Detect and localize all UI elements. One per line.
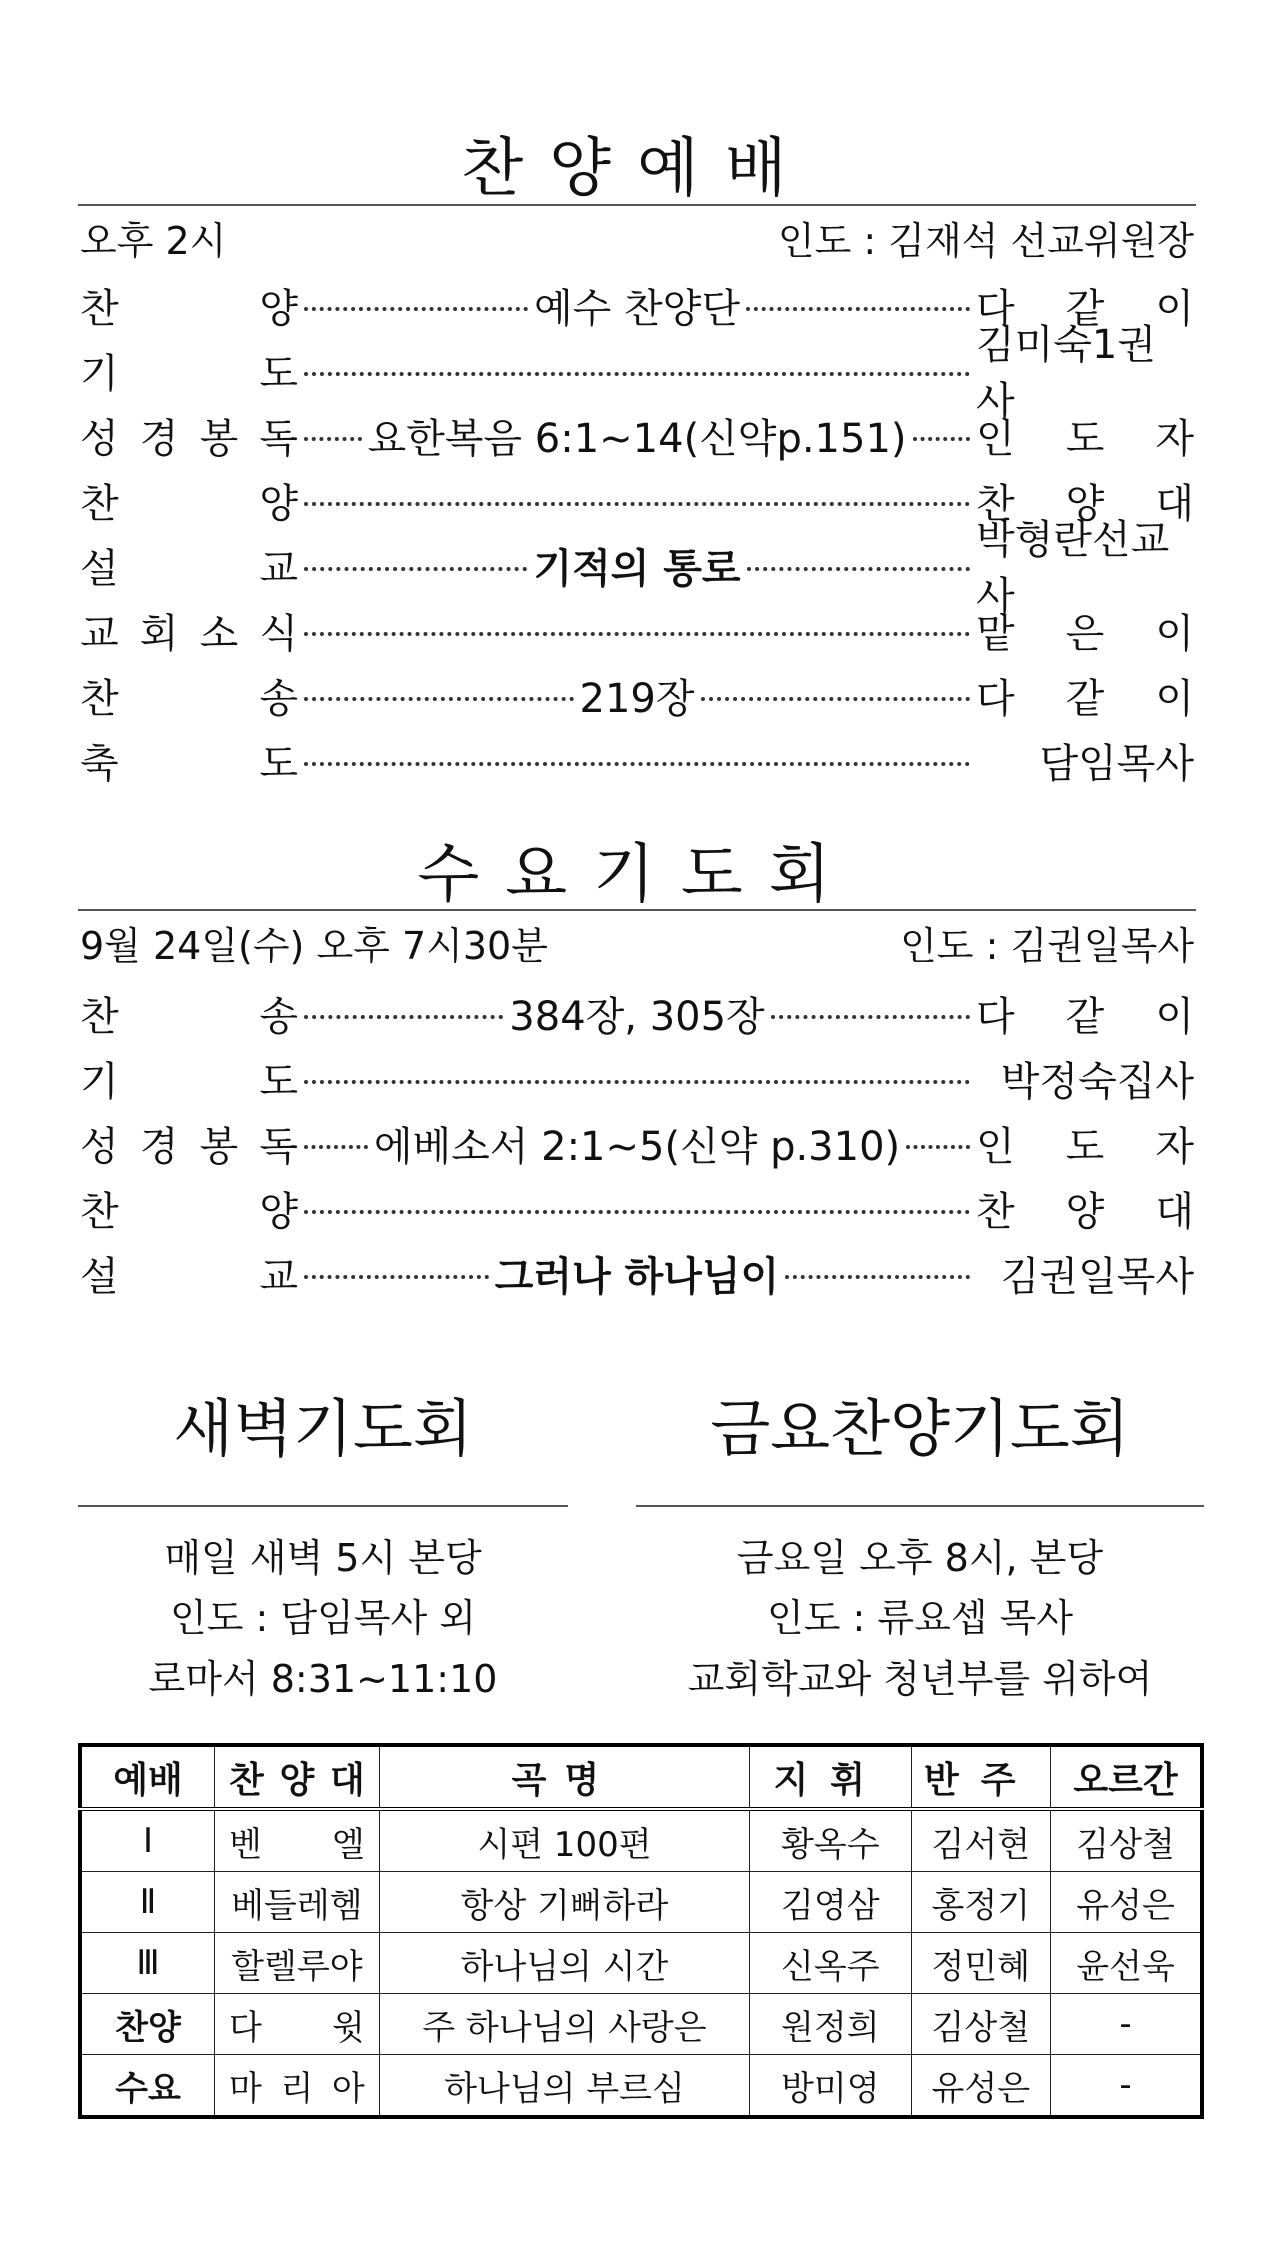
order-row — [80, 406, 1194, 464]
cell-service: Ⅰ — [80, 1809, 214, 1872]
header-organ: 오르간 — [1051, 1745, 1202, 1809]
praise-service-subheader — [80, 212, 1194, 262]
dot-leader — [304, 372, 970, 376]
order-row — [80, 731, 1194, 789]
dawn-prayer-line: 로마서 8:31~11:10 — [148, 1657, 498, 1701]
table-row — [80, 1933, 1202, 1994]
order-detail: 에베소서 2:1~5(신약 p.310) — [373, 1123, 901, 1170]
header-service: 예배 — [80, 1745, 214, 1809]
cell-service: Ⅱ — [80, 1872, 214, 1933]
cell-song: 하나님의 부르심 — [379, 2055, 749, 2118]
order-row — [80, 1114, 1194, 1172]
order-person: 찬 양 대 — [976, 480, 1194, 527]
dot-leader — [304, 437, 362, 441]
wednesday-prayer-rule — [78, 909, 1196, 911]
dot-leader — [304, 307, 528, 311]
order-row — [80, 666, 1194, 724]
friday-praise-title: 금요찬양기도회 — [710, 1392, 1130, 1465]
cell-choir-text: 벤 엘 — [228, 1824, 365, 1865]
dot-leader — [304, 762, 970, 766]
cell-accompanist: 김서현 — [911, 1809, 1051, 1872]
order-label: 기 도 — [80, 1058, 298, 1105]
order-person: 맡 은 이 — [976, 610, 1194, 657]
table-row — [80, 2055, 1202, 2118]
dot-leader — [304, 1015, 503, 1019]
cell-conductor: 김영삼 — [750, 1872, 911, 1933]
header-accompanist: 반주 — [911, 1745, 1051, 1809]
praise-service-rule — [78, 204, 1196, 206]
dawn-prayer-rule — [78, 1505, 568, 1507]
header-choir — [214, 1745, 379, 1809]
dot-leader — [771, 1015, 970, 1019]
order-person: 다 같 이 — [976, 675, 1194, 722]
cell-song: 항상 기뻐하라 — [379, 1872, 749, 1933]
order-person: 다 같 이 — [976, 993, 1194, 1040]
dawn-prayer-line: 매일 새벽 5시 본당 — [164, 1536, 482, 1580]
order-row — [80, 601, 1194, 659]
cell-choir — [214, 1994, 379, 2055]
order-person: 김미숙1권사 — [976, 322, 1157, 425]
cell-organ: 김상철 — [1051, 1809, 1202, 1872]
praise-service-time: 오후 2시 — [80, 218, 227, 263]
dot-leader — [304, 1275, 489, 1279]
cell-song: 주 하나님의 사랑은 — [379, 1994, 749, 2055]
order-label: 찬 송 — [80, 675, 298, 722]
order-row — [80, 322, 1194, 425]
cell-service: Ⅲ — [80, 1933, 214, 1994]
cell-choir: 할렐루야 — [214, 1933, 379, 1994]
order-row — [80, 1244, 1194, 1302]
dot-leader — [701, 697, 971, 701]
cell-conductor: 신옥주 — [750, 1933, 911, 1994]
cell-accompanist: 김상철 — [911, 1994, 1051, 2055]
friday-praise-rule — [636, 1505, 1204, 1507]
cell-conductor: 방미영 — [750, 2055, 911, 2118]
friday-praise-line: 금요일 오후 8시, 본당 — [736, 1536, 1104, 1580]
choir-table-header — [80, 1745, 1202, 1809]
dot-leader — [785, 1275, 970, 1279]
cell-conductor: 원정희 — [750, 1994, 911, 2055]
order-label: 성 경 봉 독 — [80, 1123, 298, 1170]
order-person: 다 같 이 — [976, 285, 1194, 332]
order-label: 축 도 — [80, 740, 298, 787]
order-row — [80, 1049, 1194, 1107]
order-label: 기 도 — [80, 350, 298, 397]
cell-accompanist: 유성은 — [911, 2055, 1051, 2118]
order-detail: 예수 찬양단 — [534, 285, 740, 332]
cell-choir: 베들레헴 — [214, 1872, 379, 1933]
dot-leader — [304, 697, 574, 701]
order-row — [80, 1179, 1194, 1237]
order-detail: 그러나 하나님이 — [494, 1253, 780, 1300]
order-label: 찬 양 — [80, 480, 298, 527]
cell-choir-text: 다 윗 — [228, 2007, 365, 2048]
dot-leader — [304, 632, 970, 636]
cell-choir — [214, 2055, 379, 2118]
wednesday-prayer-title: 수요기도회 — [417, 838, 857, 912]
dot-leader — [746, 307, 970, 311]
order-person: 인 도 자 — [976, 415, 1194, 462]
friday-praise-line: 인도 : 류요셉 목사 — [767, 1596, 1073, 1640]
order-person: 박정숙집사 — [1000, 1058, 1194, 1105]
order-label: 교 회 소 식 — [80, 610, 298, 657]
order-detail: 384장, 305장 — [509, 993, 765, 1040]
wednesday-prayer-leader: 인도 : 김권일목사 — [900, 923, 1194, 968]
order-detail: 요한복음 6:1~14(신약p.151) — [367, 415, 907, 462]
header-conductor: 지휘 — [750, 1745, 911, 1809]
cell-organ: - — [1051, 1994, 1202, 2055]
order-label: 찬 양 — [80, 285, 298, 332]
wednesday-prayer-time: 9월 24일(수) 오후 7시30분 — [80, 923, 548, 968]
order-person: 찬 양 대 — [976, 1188, 1194, 1235]
dot-leader — [304, 502, 970, 506]
wednesday-prayer-subheader — [80, 917, 1194, 967]
praise-service-leader: 인도 : 김재석 선교위원장 — [777, 218, 1194, 263]
order-label: 찬 송 — [80, 993, 298, 1040]
header-song: 곡명 — [379, 1745, 749, 1809]
order-person: 김권일목사 — [1000, 1253, 1194, 1300]
table-row — [80, 1872, 1202, 1933]
order-label: 설 교 — [80, 1253, 298, 1300]
cell-service: 찬양 — [80, 1994, 214, 2055]
cell-organ: 유성은 — [1051, 1872, 1202, 1933]
dot-leader — [906, 1145, 970, 1149]
dot-leader — [304, 567, 527, 571]
order-label: 찬 양 — [80, 1188, 298, 1235]
order-person: 인 도 자 — [976, 1123, 1194, 1170]
cell-organ: 윤선욱 — [1051, 1933, 1202, 1994]
cell-service: 수요 — [80, 2055, 214, 2118]
order-detail: 기적의 통로 — [533, 545, 741, 592]
order-row — [80, 984, 1194, 1042]
dot-leader — [304, 1080, 970, 1084]
order-row — [80, 517, 1194, 620]
praise-service-title: 찬양예배 — [461, 132, 813, 206]
dot-leader — [913, 437, 971, 441]
dot-leader — [304, 1210, 970, 1214]
order-detail: 219장 — [579, 675, 695, 722]
friday-praise-line: 교회학교와 청년부를 위하여 — [687, 1657, 1153, 1701]
choir-table — [78, 1743, 1204, 2119]
header-choir-text: 찬 양 대 — [228, 1759, 365, 1801]
table-row — [80, 1994, 1202, 2055]
cell-accompanist: 홍정기 — [911, 1872, 1051, 1933]
order-person: 담임목사 — [1039, 740, 1194, 787]
cell-organ: - — [1051, 2055, 1202, 2118]
order-person: 박형란선교사 — [976, 517, 1170, 620]
dawn-prayer-line: 인도 : 담임목사 외 — [170, 1596, 476, 1640]
dawn-prayer-title: 새벽기도회 — [173, 1392, 473, 1465]
dot-leader — [304, 1145, 368, 1149]
cell-accompanist: 정민혜 — [911, 1933, 1051, 1994]
order-label: 성 경 봉 독 — [80, 415, 298, 462]
table-row — [80, 1809, 1202, 1872]
cell-song: 시편 100편 — [379, 1809, 749, 1872]
cell-song: 하나님의 시간 — [379, 1933, 749, 1994]
cell-conductor: 황옥수 — [750, 1809, 911, 1872]
order-label: 설 교 — [80, 545, 298, 592]
cell-choir — [214, 1809, 379, 1872]
dot-leader — [747, 567, 970, 571]
cell-choir-text: 마 리 아 — [228, 2068, 365, 2109]
